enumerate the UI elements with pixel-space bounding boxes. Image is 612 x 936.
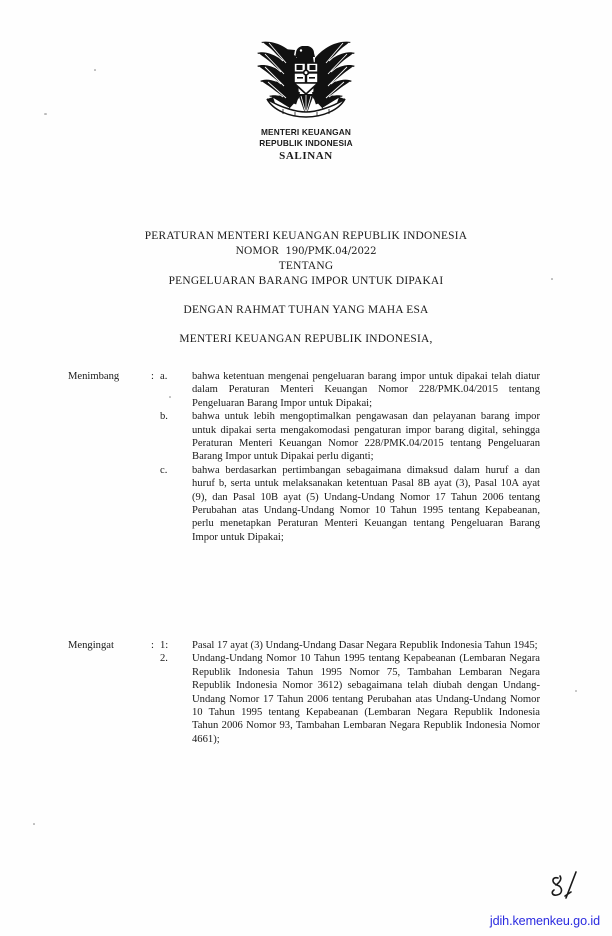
- ministry-line-2: REPUBLIK INDONESIA: [259, 138, 353, 148]
- legal-basis-label: Mengingat: [68, 640, 114, 651]
- item-marker: 2.: [160, 653, 168, 665]
- document-title-block: [0, 229, 612, 347]
- item-text: bahwa ketentuan mengenai pengeluaran barang impor untuk dipakai telah diatur dalam Peraturan Menteri Keuangan Nomor 228/PMK.04/2015 tentang Pengeluaran Barang Impor untuk Dipakai;: [192, 371, 540, 409]
- consideration-item-c: [0, 464, 612, 544]
- considerations-label: Menimbang: [68, 371, 120, 382]
- nomor-label: NOMOR: [235, 244, 280, 257]
- regulation-title: PERATURAN MENTERI KEUANGAN REPUBLIK INDONESIA: [144, 230, 468, 242]
- item-marker: 1:: [160, 640, 169, 651]
- legal-basis-item-1: [0, 639, 612, 652]
- item-text: Undang-Undang Nomor 10 Tahun 1995 tentang Kepabeanan (Lembaran Negara Republik Indonesia Tahun 1995 Nomor 75, Tambahan Lembaran Negara Republik Indonesia Nomor 3612) sebagaimana telah diubah dengan Undang-Undang Nomor 17 Tahun 2006 tentang Perubahan atas Undang-Undang Nomor 10 Tahun 1995 tentang Kepabeanan (Lembaran Negara Republik Indonesia Tahun 2006 Nomor 93, Tambahan Lembaran Negara Republik Indonesia Nomor 4661);: [192, 653, 540, 745]
- jdih-watermark: jdih.kemenkeu.go.id: [489, 914, 600, 928]
- item-text: bahwa untuk lebih mengoptimalkan pengawasan dan pelayanan barang impor untuk dipakai serta mengakomodasi pengaturan impor barang digital, sehingga Peraturan Menteri Keuangan Nomor 228/PMK.04/2015 tentang Pengeluaran Barang Impor untuk Dipakai perlu diganti;: [192, 411, 540, 463]
- consideration-item-a: [0, 370, 612, 410]
- item-marker: a.: [160, 371, 168, 382]
- item-marker: b.: [160, 411, 168, 423]
- item-text: bahwa berdasarkan pertimbangan sebagaimana dimaksud dalam huruf a dan huruf b, serta untuk melaksanakan ketentuan Pasal 8B ayat (3), Pasal 10A ayat (9), dan Pasal 10B ayat (5) Undang-Undang Nomor 17 Tahun 2006 tentang Perubahan atas Undang-Undang Nomor 10 Tahun 1995 tentang Kepabeanan, perlu menetapkan Peraturan Menteri Keuangan tentang Pengeluaran Barang Impor untuk Dipakai;: [192, 464, 540, 543]
- copy-mark: SALINAN: [279, 150, 333, 162]
- tentang-label: TENTANG: [278, 260, 334, 273]
- considerations-block: [0, 370, 612, 544]
- regulation-number-line: [0, 244, 612, 260]
- scan-speck: [33, 823, 35, 825]
- considerations-colon: :: [151, 371, 154, 382]
- item-marker: c.: [160, 464, 168, 476]
- nomor-value: 190/PMK.04/2022: [285, 245, 377, 257]
- legal-basis-block: [0, 639, 612, 746]
- issuing-authority: MENTERI KEUANGAN REPUBLIK INDONESIA,: [179, 332, 433, 345]
- ministry-line-1: MENTERI KEUANGAN: [261, 127, 351, 137]
- invocation-line: DENGAN RAHMAT TUHAN YANG MAHA ESA: [183, 304, 429, 317]
- legal-basis-item-2: [0, 652, 612, 746]
- garuda-pancasila-emblem: [0, 36, 612, 127]
- item-text: Pasal 17 ayat (3) Undang-Undang Dasar Negara Republik Indonesia Tahun 1945;: [192, 640, 538, 651]
- regulation-subject: PENGELUARAN BARANG IMPOR UNTUK DIPAKAI: [168, 274, 444, 287]
- consideration-item-b: [0, 410, 612, 464]
- legal-basis-colon: :: [151, 640, 154, 651]
- handwritten-initial: [538, 866, 590, 914]
